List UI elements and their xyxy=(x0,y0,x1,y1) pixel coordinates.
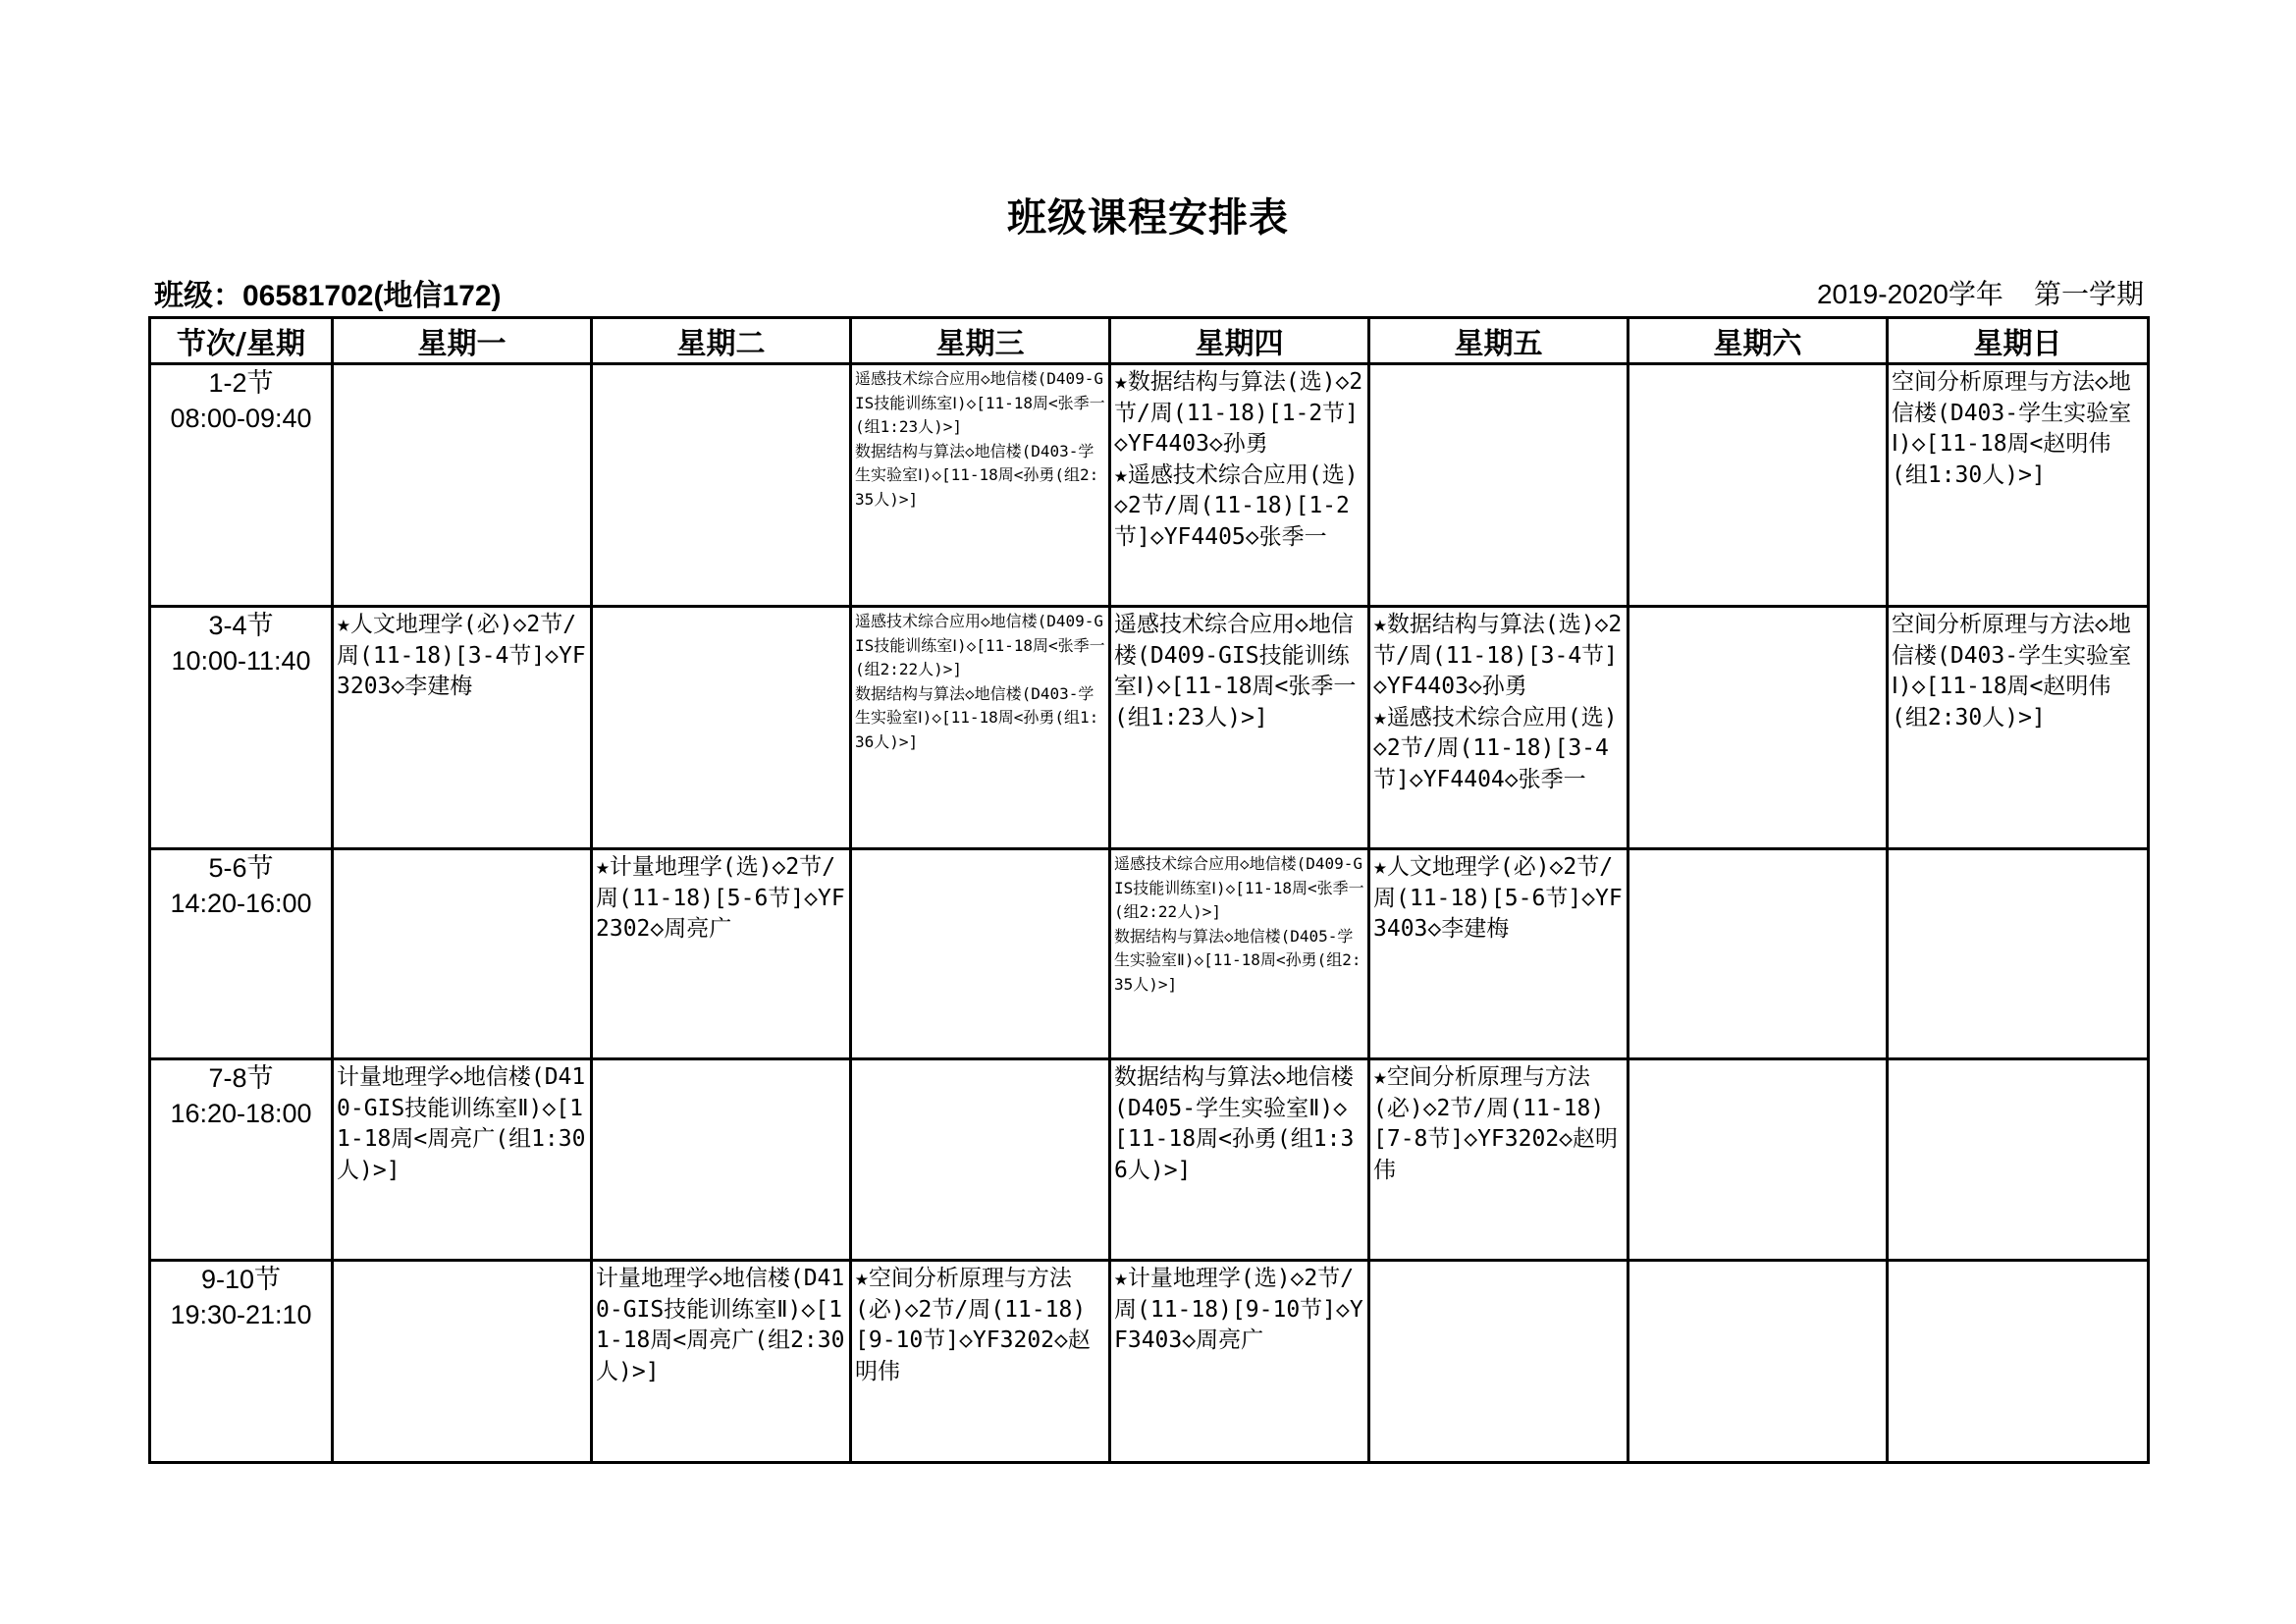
course-cell xyxy=(1888,364,2149,607)
header-row xyxy=(150,318,2149,364)
empty-cell xyxy=(1629,607,1888,849)
course-cell xyxy=(1110,364,1369,607)
empty-cell xyxy=(1629,1059,1888,1261)
period-cell xyxy=(150,849,333,1059)
course-entry: 计量地理学◇地信楼(D410-GIS技能训练室Ⅱ)◇[11-18周<周亮广(组2:30人)>] xyxy=(596,1266,845,1384)
course-entry: ★遥感技术综合应用(选)◇2节/周(11-18)[1-2节]◇YF4405◇张季一 xyxy=(1114,461,1359,550)
header-monday: 星期一 xyxy=(333,318,592,364)
course-entry: 遥感技术综合应用◇地信楼(D409-GIS技能训练室Ⅰ)◇[11-18周<张季一(组1:23人)>] xyxy=(1114,612,1357,731)
period-label: 7-8节 xyxy=(208,1063,274,1093)
period-label: 1-2节 xyxy=(208,368,274,398)
table-row xyxy=(150,849,2149,1059)
empty-cell xyxy=(333,1261,592,1463)
header-friday: 星期五 xyxy=(1369,318,1629,364)
course-cell xyxy=(333,1059,592,1261)
header-wednesday: 星期三 xyxy=(851,318,1110,364)
period-cell xyxy=(150,364,333,607)
header-tuesday: 星期二 xyxy=(592,318,851,364)
course-entry: ★计量地理学(选)◇2节/周(11-18)[9-10节]◇YF3403◇周亮广 xyxy=(1114,1266,1363,1353)
course-entry: 遥感技术综合应用◇地信楼(D409-GIS技能训练室Ⅰ)◇[11-18周<张季一(组1:23人)>] xyxy=(855,369,1105,436)
course-entry: 空间分析原理与方法◇地信楼(D403-学生实验室Ⅰ)◇[11-18周<赵明伟(组2:30人)>] xyxy=(1892,612,2132,731)
period-cell xyxy=(150,1261,333,1463)
period-label: 9-10节 xyxy=(200,1265,282,1294)
course-entry: ★空间分析原理与方法(必)◇2节/周(11-18)[9-10节]◇YF3202◇赵明伟 xyxy=(855,1266,1091,1384)
table-row xyxy=(150,1059,2149,1261)
course-entry: ★计量地理学(选)◇2节/周(11-18)[5-6节]◇YF2302◇周亮广 xyxy=(596,854,845,942)
course-cell xyxy=(1369,607,1629,849)
empty-cell xyxy=(592,1059,851,1261)
empty-cell xyxy=(1629,849,1888,1059)
period-label: 5-6节 xyxy=(208,853,274,883)
empty-cell xyxy=(592,607,851,849)
empty-cell xyxy=(1369,364,1629,607)
empty-cell xyxy=(333,364,592,607)
course-cell xyxy=(333,607,592,849)
course-cell xyxy=(1110,1261,1369,1463)
page-title: 班级课程安排表 xyxy=(1007,195,1289,241)
header-saturday: 星期六 xyxy=(1629,318,1888,364)
course-cell xyxy=(851,607,1110,849)
period-time: 19:30-21:10 xyxy=(170,1300,312,1329)
period-cell xyxy=(150,607,333,849)
empty-cell xyxy=(1888,1059,2149,1261)
course-cell xyxy=(592,1261,851,1463)
period-time: 10:00-11:40 xyxy=(171,646,311,676)
period-time: 16:20-18:00 xyxy=(170,1099,312,1128)
course-entry: 数据结构与算法◇地信楼(D403-学生实验室Ⅰ)◇[11-18周<孙勇(组1:36人)>] xyxy=(855,683,1099,751)
header-period: 节次/星期 xyxy=(150,318,333,364)
course-cell xyxy=(851,1261,1110,1463)
empty-cell xyxy=(1888,849,2149,1059)
course-cell xyxy=(851,364,1110,607)
course-entry: ★数据结构与算法(选)◇2节/周(11-18)[1-2节]◇YF4403◇孙勇 xyxy=(1114,369,1363,457)
course-entry: ★人文地理学(必)◇2节/周(11-18)[3-4节]◇YF3203◇李建梅 xyxy=(337,612,586,699)
course-entry: ★空间分析原理与方法(必)◇2节/周(11-18)[7-8节]◇YF3202◇赵明伟 xyxy=(1373,1064,1619,1183)
course-cell xyxy=(1369,849,1629,1059)
course-cell xyxy=(1110,849,1369,1059)
course-cell xyxy=(592,849,851,1059)
course-entry: ★数据结构与算法(选)◇2节/周(11-18)[3-4节]◇YF4403◇孙勇 xyxy=(1373,612,1623,699)
course-entry: ★遥感技术综合应用(选)◇2节/周(11-18)[3-4节]◇YF4404◇张季一 xyxy=(1373,704,1618,792)
period-time: 14:20-16:00 xyxy=(170,889,312,918)
period-label: 3-4节 xyxy=(208,611,274,640)
course-entry: 数据结构与算法◇地信楼(D403-学生实验室Ⅰ)◇[11-18周<孙勇(组2:35人)>] xyxy=(855,441,1099,509)
header-thursday: 星期四 xyxy=(1110,318,1369,364)
course-cell xyxy=(1369,1059,1629,1261)
course-entry: 遥感技术综合应用◇地信楼(D409-GIS技能训练室Ⅰ)◇[11-18周<张季一(组2:22人)>] xyxy=(855,612,1105,678)
empty-cell xyxy=(1369,1261,1629,1463)
empty-cell xyxy=(1629,364,1888,607)
empty-cell xyxy=(851,1059,1110,1261)
course-entry: ★人文地理学(必)◇2节/周(11-18)[5-6节]◇YF3403◇李建梅 xyxy=(1373,854,1623,942)
empty-cell xyxy=(333,849,592,1059)
period-cell xyxy=(150,1059,333,1261)
course-entry: 遥感技术综合应用◇地信楼(D409-GIS技能训练室Ⅰ)◇[11-18周<张季一(组2:22人)>] xyxy=(1114,854,1364,921)
course-cell xyxy=(1110,1059,1369,1261)
table-row xyxy=(150,364,2149,607)
course-entry: 空间分析原理与方法◇地信楼(D403-学生实验室Ⅰ)◇[11-18周<赵明伟(组1:30人)>] xyxy=(1892,369,2132,488)
empty-cell xyxy=(1888,1261,2149,1463)
course-entry: 数据结构与算法◇地信楼(D405-学生实验室Ⅱ)◇[11-18周<孙勇(组2:35人)>] xyxy=(1114,926,1362,994)
period-time: 08:00-09:40 xyxy=(170,404,312,433)
empty-cell xyxy=(592,364,851,607)
table-row xyxy=(150,1261,2149,1463)
course-cell xyxy=(1110,607,1369,849)
header-sunday: 星期日 xyxy=(1888,318,2149,364)
class-label: 班级：06581702(地信172) xyxy=(154,280,502,312)
empty-cell xyxy=(1629,1261,1888,1463)
empty-cell xyxy=(851,849,1110,1059)
course-entry: 计量地理学◇地信楼(D410-GIS技能训练室Ⅱ)◇[11-18周<周亮广(组1:30人)>] xyxy=(337,1064,586,1183)
term-label: 2019-2020学年 第一学期 xyxy=(1816,279,2144,309)
course-entry: 数据结构与算法◇地信楼(D405-学生实验室Ⅱ)◇[11-18周<孙勇(组1:36人)>] xyxy=(1114,1064,1355,1183)
schedule-table xyxy=(148,316,2150,1464)
course-cell xyxy=(1888,607,2149,849)
table-row xyxy=(150,607,2149,849)
